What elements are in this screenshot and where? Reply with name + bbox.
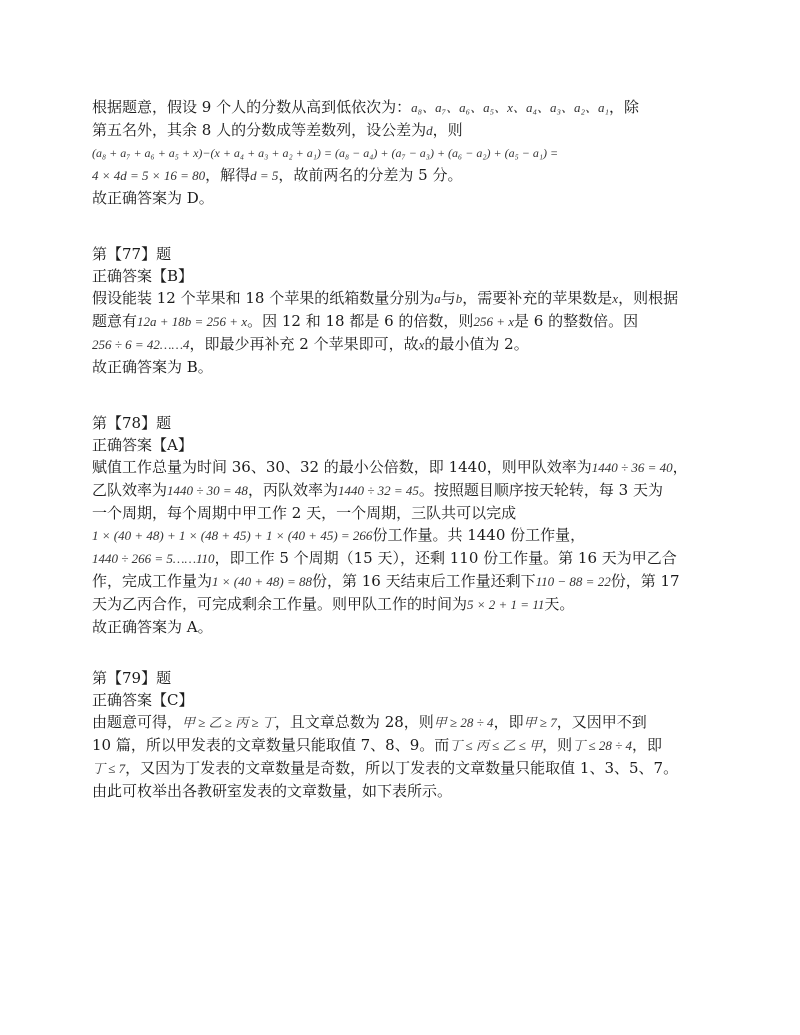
- text: ，除: [609, 98, 640, 116]
- text-line: [92, 547, 712, 570]
- question-title: 第【78】题: [92, 414, 172, 432]
- text: ，: [672, 458, 688, 476]
- text: 天为乙丙合作，可完成剩余工作量。则甲队工作的时间为: [92, 595, 468, 613]
- math-inline: 5 × 2 + 1 = 11: [467, 597, 545, 612]
- text: 份，第 17: [610, 572, 680, 590]
- text-line: [92, 310, 712, 333]
- math-inline: d = 5: [250, 168, 279, 183]
- math-inline: 12a + 18b = 256 + x: [137, 314, 248, 329]
- math-inline: x: [418, 337, 425, 352]
- text: ，即最少再补充 2 个苹果即可，故: [189, 335, 419, 353]
- text: 的最小值为 2。: [424, 335, 529, 353]
- math-inline: 110 − 88 = 22: [535, 574, 611, 589]
- text-line: [92, 287, 712, 310]
- text: ，丙队效率为: [247, 481, 338, 499]
- correct-answer: 正确答案【A】: [92, 436, 193, 454]
- answer-conclusion: 故正确答案为 B。: [92, 358, 213, 376]
- text: ，即: [631, 736, 662, 754]
- math-inline: 256 + x: [473, 314, 514, 329]
- text: ，需要补充的苹果数是: [462, 289, 613, 307]
- math-inline: 丁 ≤ 28 ÷ 4: [572, 738, 632, 753]
- math-inline: 1440 ÷ 30 = 48: [167, 483, 248, 498]
- text-line: [92, 333, 712, 356]
- math-inline: 1440 ÷ 36 = 40: [591, 460, 673, 475]
- text-line: [92, 593, 712, 616]
- text-line: [92, 570, 712, 593]
- math-inline: 1 × (40 + 48) + 1 × (48 + 45) + 1 × (40 + 45) = 266: [92, 528, 373, 543]
- text: 与: [440, 289, 456, 307]
- math-inline: 丁 ≤ 7: [92, 761, 126, 776]
- text: 根据题意，假设 9 个人的分数从高到低依次为：: [92, 98, 412, 116]
- text: 乙队效率为: [92, 481, 168, 499]
- text: ，则: [432, 121, 463, 139]
- math-inline: 1 × (40 + 48) = 88: [212, 574, 312, 589]
- text: 份，第 16 天结束后工作量还剩下: [312, 572, 536, 590]
- correct-answer: 正确答案【C】: [92, 691, 194, 709]
- text: 天。: [544, 595, 575, 613]
- math-inline: d: [426, 123, 433, 138]
- text-line: [92, 524, 712, 547]
- text: 作，完成工作量为: [92, 572, 213, 590]
- text: 由题意可得，: [92, 713, 183, 731]
- text: ，则: [542, 736, 573, 754]
- question-79: [92, 667, 712, 802]
- text: 题意有: [92, 312, 138, 330]
- math-inline: 4 × 4d = 5 × 16 = 80: [92, 168, 206, 183]
- text: 赋值工作总量为时间 36、30、32 的最小公倍数，即 1440，则甲队效率为: [92, 458, 592, 476]
- correct-answer: 正确答案【B】: [92, 267, 194, 285]
- text-line: [92, 142, 712, 164]
- math-inline: 甲 ≥ 28 ÷ 4: [433, 715, 494, 730]
- math-inline: a: [434, 291, 441, 306]
- text: ，即: [493, 713, 524, 731]
- math-inline: 1440 ÷ 266 = 5……110: [92, 551, 215, 566]
- text: 10 篇，所以甲发表的文章数量只能取值 7、8、9。而: [92, 736, 450, 754]
- math-inline: x: [612, 291, 619, 306]
- text-line: [92, 96, 712, 119]
- math-inline: 甲 ≥ 7: [523, 715, 557, 730]
- text-line: 一个周期，每个周期中甲工作 2 天，一个周期，三队共可以完成: [92, 504, 517, 522]
- text: 份工作量。共 1440 份工作量，: [372, 526, 586, 544]
- solution-76: [92, 96, 712, 209]
- text: ，又因为丁发表的文章数量是奇数，所以丁发表的文章数量只能取值 1、3、5、7。: [125, 759, 679, 777]
- math-inline: b: [455, 291, 463, 306]
- text: ，又因甲不到: [556, 713, 647, 731]
- text: ，解得: [205, 166, 251, 184]
- text-line: [92, 456, 712, 479]
- text-line: [92, 164, 712, 187]
- text-line: [92, 757, 712, 780]
- math-inline: 1440 ÷ 32 = 45: [337, 483, 419, 498]
- text: 第五名外，其余 8 人的分数成等差数列，设公差为: [92, 121, 427, 139]
- text-line: [92, 479, 712, 502]
- question-title: 第【77】题: [92, 245, 172, 263]
- math-inline: 256 ÷ 6 = 42……4: [92, 337, 190, 352]
- question-78: [92, 412, 712, 638]
- text: ，故前两名的分差为 5 分。: [278, 166, 463, 184]
- text: 。按照题目顺序按天轮转，每 3 天为: [418, 481, 663, 499]
- answer-conclusion: 故正确答案为 A。: [92, 618, 213, 636]
- text: ，即工作 5 个周期（15 天），还剩 110 份工作量。第 16 天为甲乙合: [214, 549, 677, 567]
- text-line: [92, 734, 712, 757]
- question-77: [92, 243, 712, 378]
- answer-conclusion: 故正确答案为 D。: [92, 189, 214, 207]
- text: ，且文章总数为 28，则: [274, 713, 434, 731]
- math-inline: 丁 ≤ 丙 ≤ 乙 ≤ 甲: [449, 738, 543, 753]
- text-line: [92, 711, 712, 734]
- math-inline: (a₈ + a₇ + a₆ + a₅ + x)−(x + a₄ + a₃ + a₂ + a₁) = (a₈ − a₄) + (a₇ − a₃) + (a₆ − a₂) + (a₅ − a₁) =: [92, 146, 559, 160]
- text: 假设能装 12 个苹果和 18 个苹果的纸箱数量分别为: [92, 289, 435, 307]
- question-title: 第【79】题: [92, 669, 172, 687]
- math-inline: a₈、a₇、a₆、a₅、x、a₄、a₃、a₂、a₁: [411, 100, 610, 115]
- text-line: 由此可枚举出各教研室发表的文章数量，如下表所示。: [92, 782, 453, 800]
- text-line: [92, 119, 712, 142]
- text: 。因 12 和 18 都是 6 的倍数，则: [247, 312, 474, 330]
- math-inline: 甲 ≥ 乙 ≥ 丙 ≥ 丁: [182, 715, 275, 730]
- text: 是 6 的整数倍。因: [513, 312, 639, 330]
- text: ，则根据: [618, 289, 679, 307]
